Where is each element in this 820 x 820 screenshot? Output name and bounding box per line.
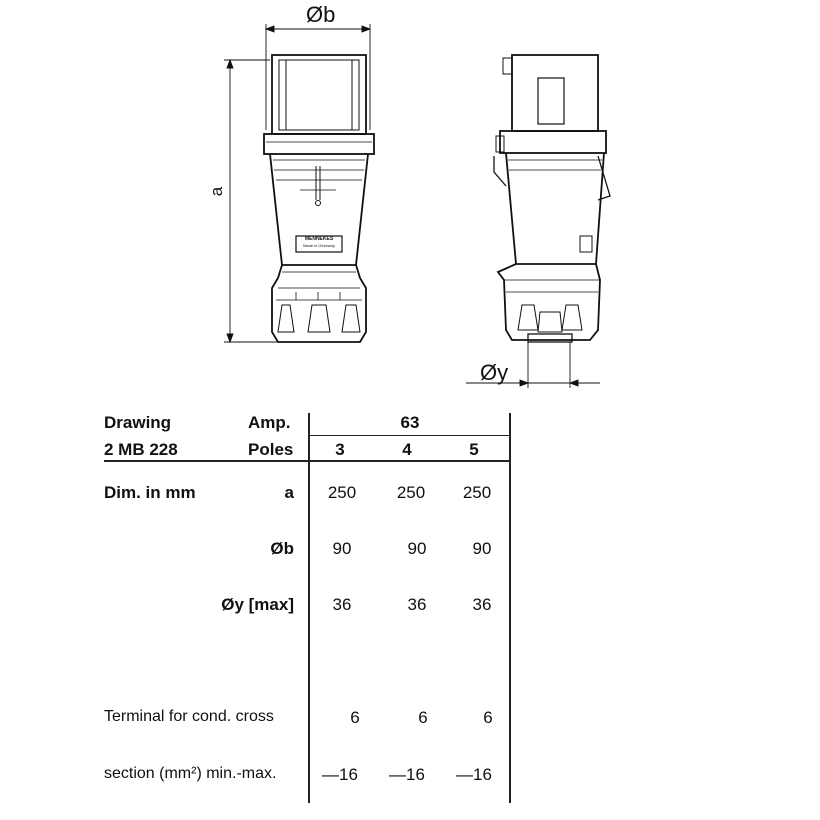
- terminal-value: 6: [418, 708, 428, 727]
- terminal-value: —16: [456, 765, 492, 784]
- plug-front-view: [264, 55, 374, 342]
- row-value: 250: [396, 483, 426, 502]
- terminal-value: —16: [389, 765, 425, 784]
- row-label: a: [284, 483, 294, 502]
- dim-a-label: a: [207, 186, 227, 197]
- brand-name: MENNEKES: [304, 236, 334, 242]
- row-value: 250: [327, 483, 357, 502]
- drawing-code: 2 MB 228: [104, 440, 178, 459]
- table-rule-mid: [310, 435, 509, 436]
- dim-b-label: Øb: [306, 2, 336, 27]
- dim-unit-label: Dim. in mm: [104, 483, 196, 502]
- row-value: 90: [472, 539, 492, 558]
- dimension-b: [266, 24, 370, 130]
- row-value: 36: [407, 595, 427, 614]
- drawing-label: Drawing: [104, 413, 172, 432]
- dimension-a: [224, 60, 278, 342]
- row-value: 250: [462, 483, 492, 502]
- table-rule-right: [509, 413, 511, 803]
- row-value: 36: [472, 595, 492, 614]
- brand-logo: [297, 237, 341, 248]
- row-value: 90: [407, 539, 427, 558]
- terminal-value: —16: [322, 765, 358, 784]
- table-rule-left: [308, 413, 310, 803]
- amp-value: 63: [400, 413, 420, 432]
- poles-value: 4: [402, 440, 412, 459]
- terminal-value: 6: [350, 708, 360, 727]
- plug-technical-drawing: [0, 0, 820, 400]
- terminal-value: 6: [483, 708, 493, 727]
- amp-label: Amp.: [248, 413, 291, 432]
- dim-y-label: Øy: [480, 360, 509, 385]
- terminal-label-2: section (mm²) min.-max.: [104, 765, 277, 782]
- row-value: 36: [332, 595, 352, 614]
- poles-value: 5: [469, 440, 479, 459]
- poles-label: Poles: [248, 440, 294, 459]
- row-value: 90: [332, 539, 352, 558]
- row-label: Øy [max]: [221, 595, 294, 614]
- plug-side-view: [494, 55, 610, 342]
- row-label: Øb: [270, 539, 294, 558]
- table-rule-header: [104, 460, 509, 462]
- poles-value: 3: [335, 440, 345, 459]
- terminal-label-1: Terminal for cond. cross: [104, 708, 274, 725]
- brand-sub: Made in Germany: [303, 243, 335, 248]
